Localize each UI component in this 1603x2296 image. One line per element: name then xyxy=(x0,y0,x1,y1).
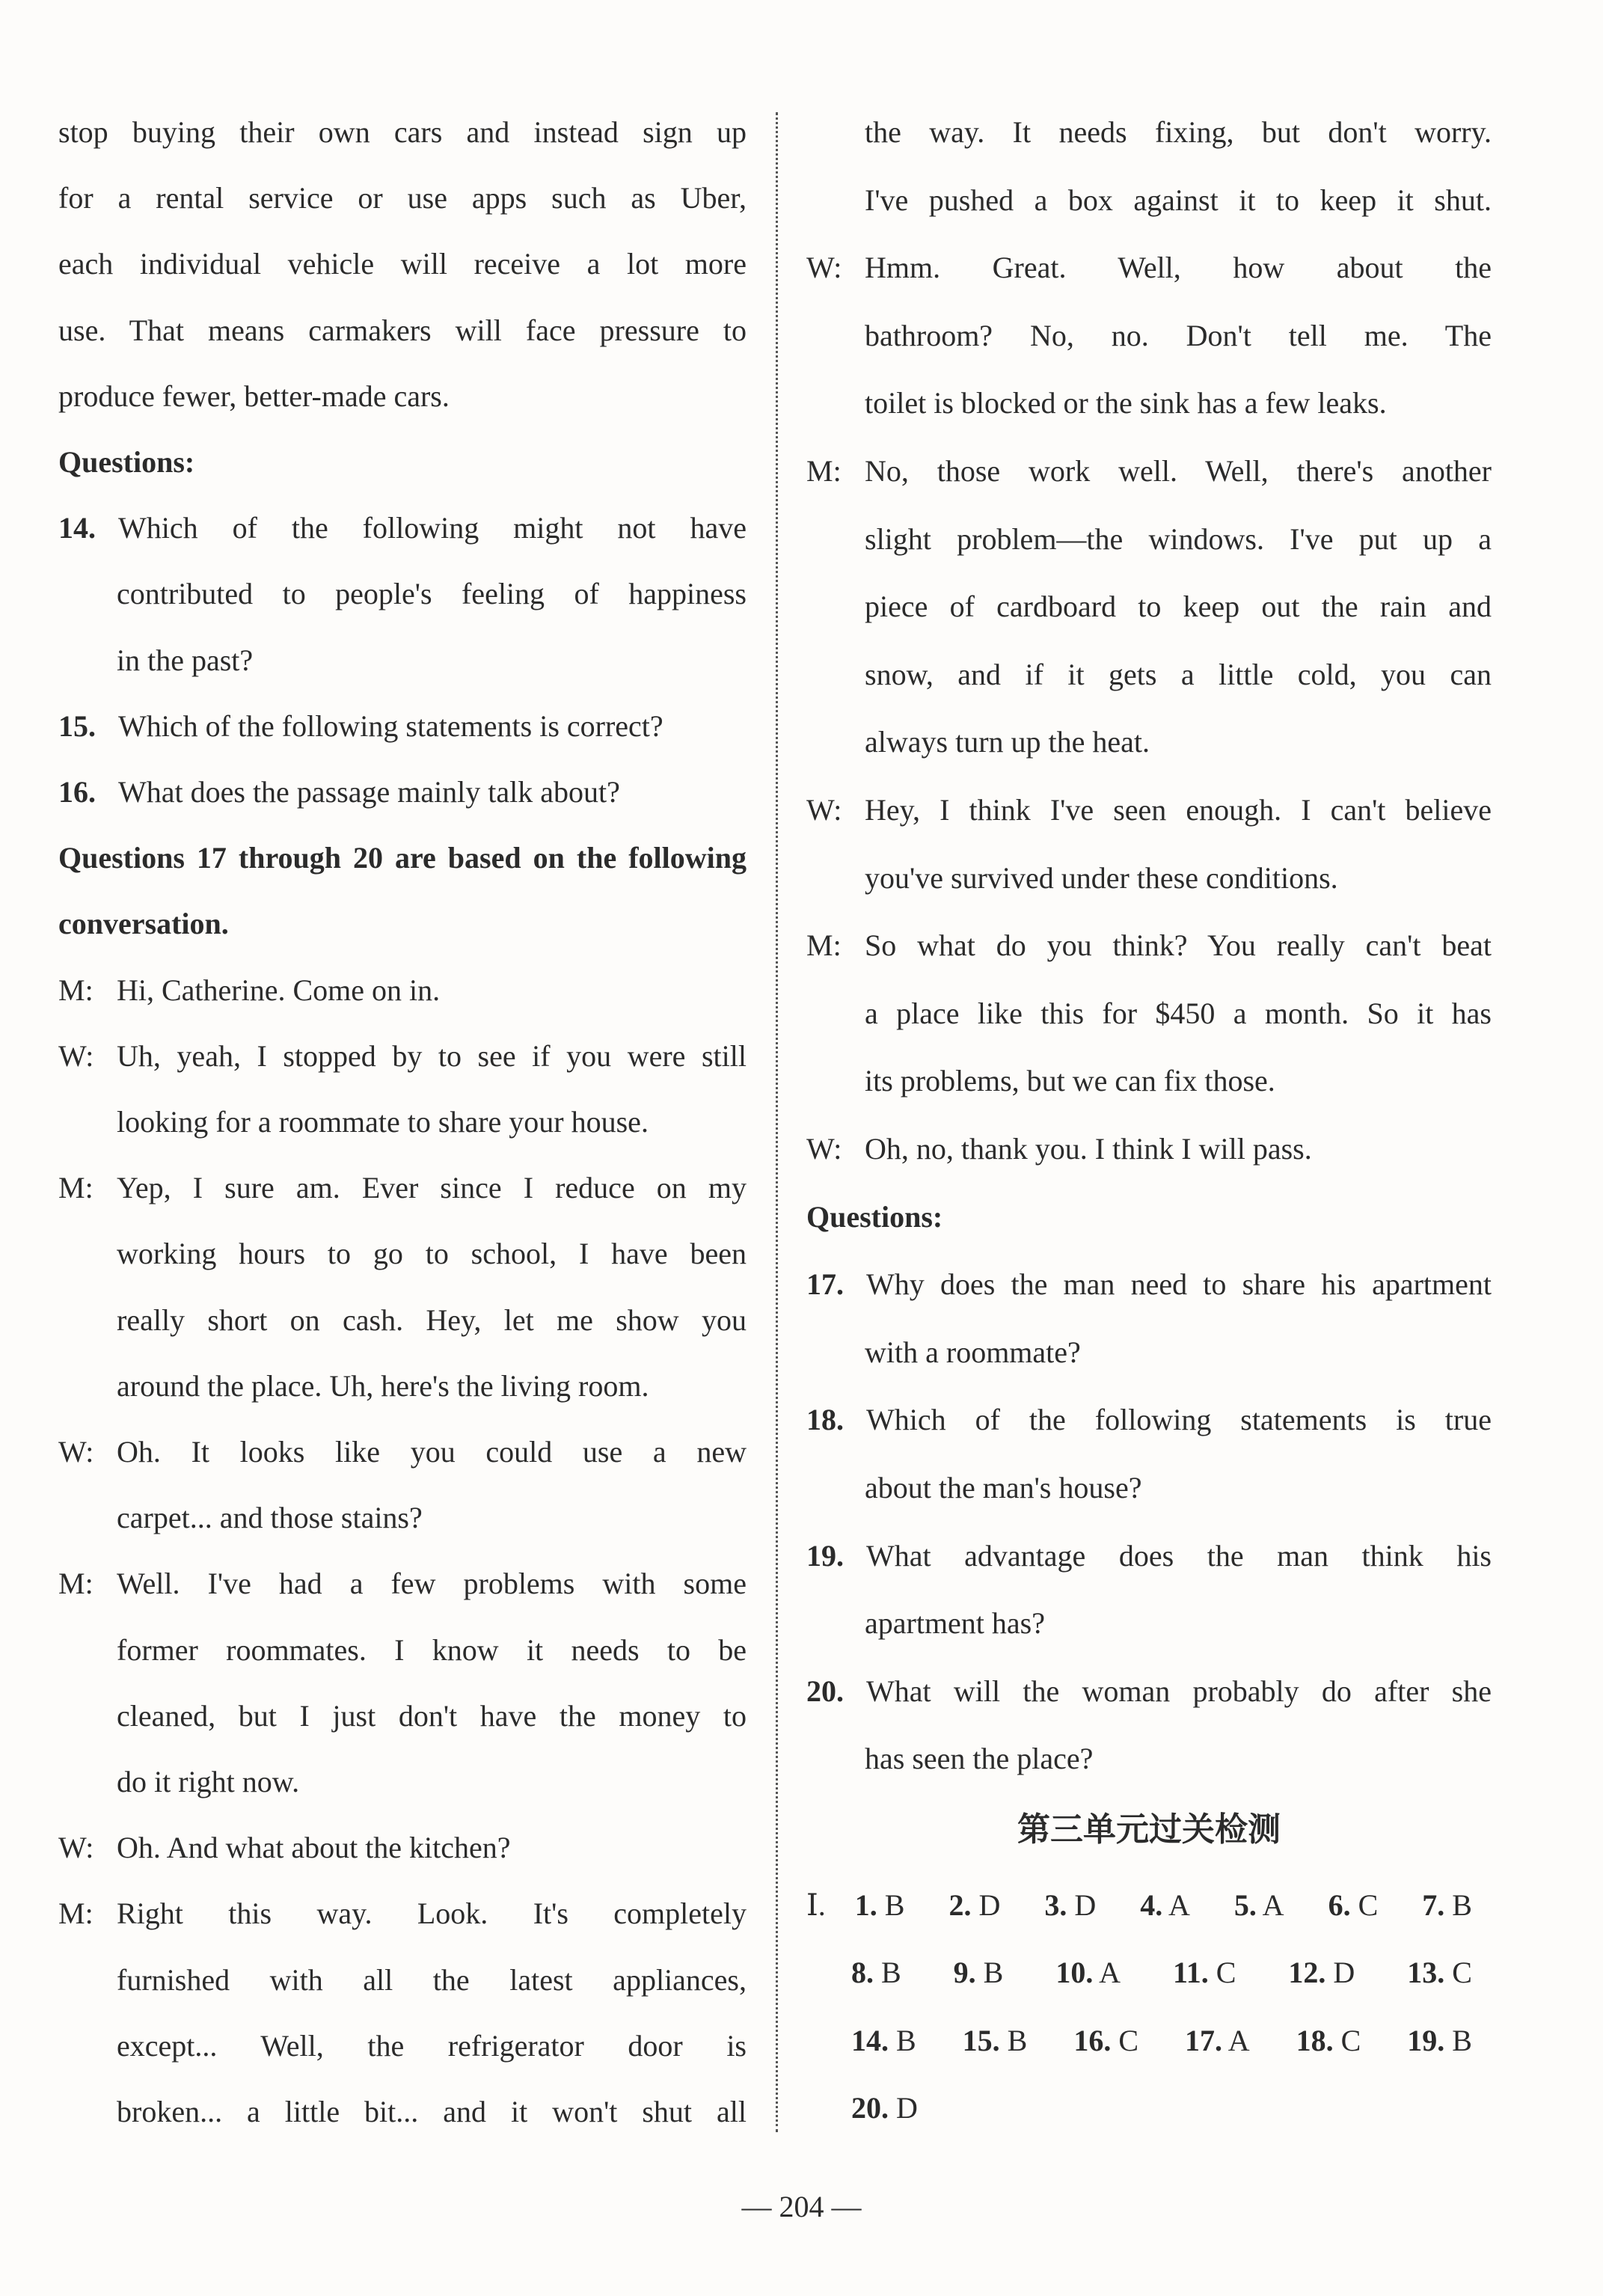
paragraph-line: produce fewer, better-made cars. xyxy=(58,379,450,413)
question-number: 18. xyxy=(806,1403,844,1437)
dialog-line-cont: carpet... and those stains? xyxy=(117,1501,423,1535)
dialog-line-cont: furnished with all the latest appliances, xyxy=(117,1962,747,1997)
answer-item: 3. D xyxy=(1044,1888,1097,1922)
answer-item: 8. B xyxy=(851,1956,901,1989)
answer-item: 9. B xyxy=(953,1956,1004,1989)
answer-section-marker: Ⅰ. xyxy=(806,1888,826,1922)
dialog-line-cont: broken... a little bit... and it won't shut all xyxy=(117,2095,747,2128)
answer-row xyxy=(851,1954,1472,1992)
question-number: 14. xyxy=(58,511,96,545)
dialog-line xyxy=(806,453,1492,490)
dialog-line-cont: piece of cardboard to keep out the rain and xyxy=(865,590,1492,624)
line-text: Hey, I think I've seen enough. I can't believe xyxy=(865,793,1492,827)
question-number: 16. xyxy=(58,775,96,809)
dialog-line-cont: toilet is blocked or the sink has a few leaks. xyxy=(865,386,1387,420)
question-number: 19. xyxy=(806,1538,844,1573)
dialog-line xyxy=(58,972,747,1009)
line-text: Hmm. Great. Well, how about the xyxy=(865,251,1492,285)
answer-item: 7. B xyxy=(1422,1888,1472,1922)
answer-item: 6. C xyxy=(1328,1888,1379,1922)
dialog-line xyxy=(806,249,1492,287)
question-line xyxy=(806,1401,1492,1439)
line-text: Uh, yeah, I stopped by to see if you were still xyxy=(117,1038,747,1073)
paragraph-line: for a rental service or use apps such as Uber, xyxy=(58,181,747,215)
line-text: Why does the man need to share his apartment xyxy=(866,1267,1492,1302)
dialog-line-cont: around the place. Uh, here's the living room. xyxy=(117,1368,649,1403)
dialog-line xyxy=(58,1565,747,1602)
answer-item: 2. D xyxy=(948,1888,1001,1922)
line-text: Well. I've had a few problems with some xyxy=(117,1567,747,1601)
question-number: 15. xyxy=(58,708,96,743)
dialog-line-cont: the way. It needs fixing, but don't worry. xyxy=(865,115,1492,149)
question-number: 17. xyxy=(806,1267,844,1302)
dialog-line xyxy=(806,792,1492,829)
question-16 xyxy=(58,774,747,811)
line-text: Oh, no, thank you. I think I will pass. xyxy=(865,1132,1312,1166)
question-line-cont: with a roommate? xyxy=(865,1335,1081,1369)
speaker-label: M: xyxy=(58,1897,94,1931)
paragraph-line: stop buying their own cars and instead sign up xyxy=(58,115,747,149)
line-text: What does the passage mainly talk about? xyxy=(118,775,620,809)
dialog-line-cont: looking for a roommate to share your house. xyxy=(117,1105,649,1139)
dialog-line-cont: snow, and if it gets a little cold, you can xyxy=(865,657,1492,691)
dialog-line xyxy=(806,927,1492,964)
answer-row xyxy=(851,2090,1001,2127)
paragraph-line: each individual vehicle will receive a lot more xyxy=(58,247,747,281)
speaker-label: W: xyxy=(58,1038,94,1073)
question-line-cont: apartment has? xyxy=(865,1606,1045,1641)
question-14 xyxy=(58,509,747,547)
speaker-label: W: xyxy=(58,1435,94,1469)
answer-row xyxy=(851,2022,1472,2060)
question-15 xyxy=(58,708,747,745)
line-text: So what do you think? You really can't beat xyxy=(865,928,1492,963)
speaker-label: M: xyxy=(806,454,842,488)
answer-item: 15. B xyxy=(962,2024,1028,2057)
line-text: What will the woman probably do after she xyxy=(866,1674,1492,1708)
dialog-line-cont: really short on cash. Hey, let me show you xyxy=(117,1302,747,1337)
answer-item: 12. D xyxy=(1288,1956,1355,1989)
answer-item: 18. C xyxy=(1296,2024,1361,2057)
questions-label: Questions: xyxy=(806,1199,943,1234)
speaker-label: M: xyxy=(58,1567,94,1601)
dialog-line-cont: always turn up the heat. xyxy=(865,725,1150,759)
dialog-line xyxy=(806,1130,1492,1168)
speaker-label: W: xyxy=(806,1132,842,1166)
dialog-line-cont: except... Well, the refrigerator door is xyxy=(117,2028,747,2063)
dialog-line-cont: you've survived under these conditions. xyxy=(865,860,1338,895)
speaker-label: M: xyxy=(806,928,842,963)
answer-item: 20. D xyxy=(851,2091,918,2125)
answer-item: 10. A xyxy=(1055,1956,1121,1989)
dialog-line xyxy=(58,1038,747,1075)
answer-item: 1. B xyxy=(854,1888,905,1922)
dialog-line-cont: bathroom? No, no. Don't tell me. The xyxy=(865,318,1492,352)
answer-item: 14. B xyxy=(851,2024,916,2057)
line-text: Which of the following statements is true xyxy=(866,1403,1492,1437)
questions-label: Questions: xyxy=(58,445,195,479)
question-14-cont: contributed to people's feeling of happiness xyxy=(117,577,747,611)
answer-item: 11. C xyxy=(1172,1956,1236,1989)
line-text: Right this way. Look. It's completely xyxy=(117,1897,747,1931)
answer-item: 16. C xyxy=(1073,2024,1138,2057)
speaker-label: M: xyxy=(58,1171,94,1205)
answer-item: 4. A xyxy=(1140,1888,1190,1922)
answer-row xyxy=(806,1887,1472,1924)
dialog-line-cont: working hours to go to school, I have been xyxy=(117,1237,747,1271)
speaker-label: W: xyxy=(806,251,842,285)
line-text: What advantage does the man think his xyxy=(866,1538,1492,1573)
question-line xyxy=(806,1266,1492,1303)
dialog-line xyxy=(58,1169,747,1207)
speaker-label: W: xyxy=(806,793,842,827)
question-line xyxy=(806,1537,1492,1575)
dialog-line xyxy=(58,1895,747,1932)
dialog-line xyxy=(58,1433,747,1471)
speaker-label: M: xyxy=(58,973,94,1007)
dialog-line-cont: its problems, but we can fix those. xyxy=(865,1064,1275,1098)
page-number: — 204 — xyxy=(741,2190,862,2223)
dialog-line-cont: former roommates. I know it needs to be xyxy=(117,1632,747,1667)
dialog-line-cont: cleaned, but I just don't have the money to xyxy=(117,1698,747,1733)
line-text: No, those work well. Well, there's another xyxy=(865,454,1492,488)
line-text: Which of the following statements is correct? xyxy=(118,708,663,743)
paragraph-line: use. That means carmakers will face pressure to xyxy=(58,313,747,347)
line-text: Which of the following might not have xyxy=(118,511,747,545)
question-14-cont: in the past? xyxy=(117,643,254,677)
answer-item: 13. C xyxy=(1407,1956,1472,1989)
question-line-cont: about the man's house? xyxy=(865,1471,1142,1504)
dialog-line-cont: slight problem—the windows. I've put up a xyxy=(865,521,1492,556)
dialog-line xyxy=(58,1829,747,1867)
dialog-line-cont: a place like this for $450 a month. So it has xyxy=(865,996,1492,1030)
conversation-intro: Questions 17 through 20 are based on the following xyxy=(58,841,747,875)
dialog-line-cont: I've pushed a box against it to keep it shut. xyxy=(865,183,1492,217)
line-text: Oh. It looks like you could use a new xyxy=(117,1435,747,1469)
speaker-label: W: xyxy=(58,1831,94,1865)
answer-item: 5. A xyxy=(1233,1888,1284,1922)
line-text: Yep, I sure am. Ever since I reduce on my xyxy=(117,1171,747,1205)
dialog-line-cont: do it right now. xyxy=(117,1765,300,1798)
answer-item: 19. B xyxy=(1407,2024,1472,2057)
line-text: Oh. And what about the kitchen? xyxy=(117,1831,511,1865)
answer-item: 17. A xyxy=(1184,2024,1250,2057)
section-title: 第三单元过关检测 xyxy=(1017,1810,1281,1849)
question-line-cont: has seen the place? xyxy=(865,1742,1094,1776)
line-text: Hi, Catherine. Come on in. xyxy=(117,973,441,1007)
conversation-intro: conversation. xyxy=(58,907,229,941)
question-line xyxy=(806,1673,1492,1710)
question-number: 20. xyxy=(806,1674,844,1708)
column-divider xyxy=(776,112,778,2132)
